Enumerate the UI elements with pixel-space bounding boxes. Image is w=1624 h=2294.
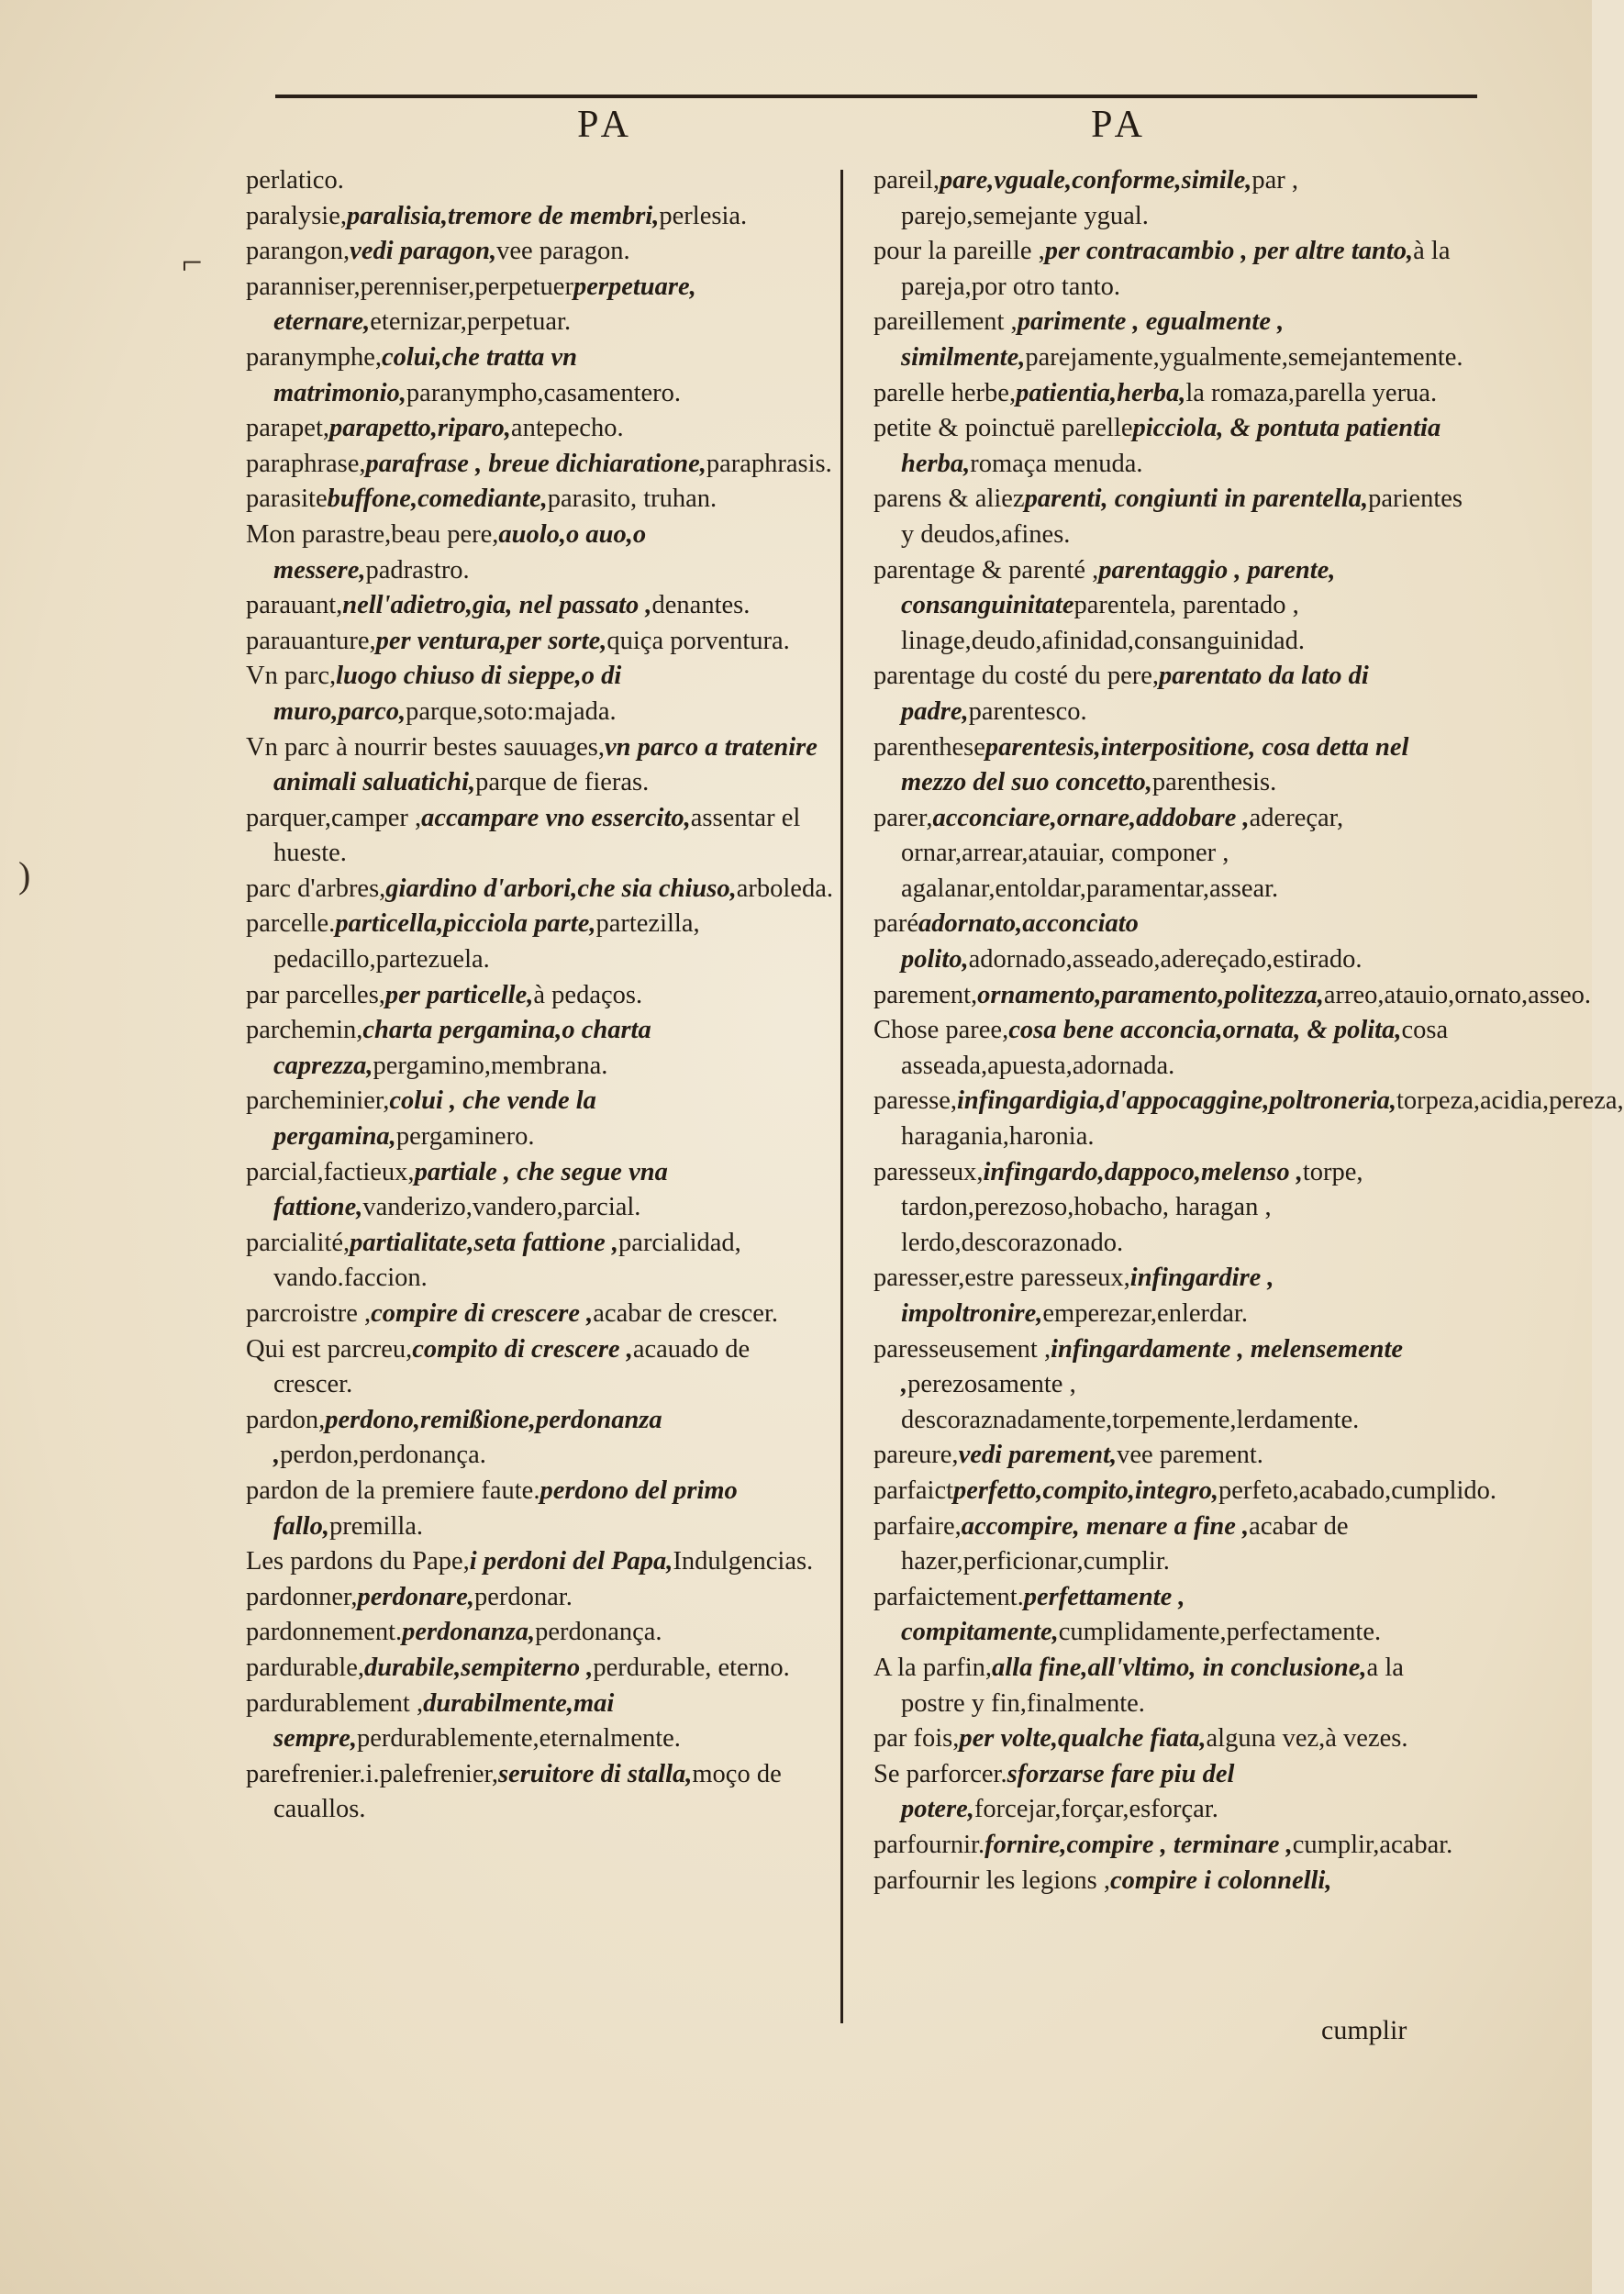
entry-french: parfournir. (873, 1830, 985, 1859)
dictionary-entry (873, 1651, 1470, 1721)
dictionary-entry (246, 1226, 833, 1297)
entry-italian: seruitore di stalla, (497, 1759, 693, 1788)
entry-spanish: parcialidad, vando.faccion. (273, 1228, 741, 1293)
entry-italian: parafrase , breue dichiaratione, (365, 449, 706, 478)
entry-spanish: romaça menuda. (970, 449, 1143, 478)
entry-spanish: paranympho,casamentero. (406, 378, 682, 407)
entry-french: parfaict (873, 1476, 954, 1505)
entry-french: Se parforcer. (873, 1759, 1007, 1788)
entry-italian: per ventura,per sorte, (375, 626, 607, 655)
entry-italian: infingardigia,d'appocaggine,poltroneria, (957, 1086, 1397, 1116)
entry-italian: paralisia,tremore de membri, (347, 201, 660, 230)
dictionary-entry (873, 163, 1470, 234)
entry-spanish: vanderizo,vandero,parcial. (362, 1193, 641, 1222)
dictionary-entry (246, 518, 833, 588)
dictionary-entry (246, 1403, 833, 1474)
dictionary-entry (246, 270, 833, 340)
entry-french: paresse, (873, 1086, 957, 1116)
entry-spanish: perfeto,acabado,cumplido. (1218, 1476, 1497, 1505)
entry-italian: parapetto,riparo, (328, 414, 511, 443)
dictionary-entry (873, 1474, 1497, 1509)
dictionary-entry (873, 1828, 1470, 1864)
entry-italian: particella,picciola parte, (335, 909, 596, 939)
entry-french: parauanture, (246, 626, 376, 655)
entry-french: paresseusement , (873, 1334, 1051, 1364)
entry-italian: fornire,compire , terminare , (984, 1830, 1293, 1859)
entry-french: parc d'arbres, (246, 874, 386, 903)
dictionary-entry (246, 624, 833, 660)
entry-french: A la parfin, (873, 1653, 993, 1682)
entry-spanish: acabar de hazer,perficionar,cumplir. (901, 1511, 1349, 1576)
entry-italian: colui , che vende la pergamina, (273, 1086, 596, 1152)
entry-french: pour la pareille , (873, 237, 1045, 266)
dictionary-entry (246, 447, 833, 483)
entry-spanish: perlesia. (659, 201, 748, 230)
dictionary-entry (873, 234, 1470, 305)
column-divider (840, 170, 843, 2023)
entry-italian: sforzarse fare piu del potere, (901, 1759, 1235, 1824)
entry-italian: perfetto,compito,integro, (953, 1476, 1218, 1505)
entry-italian: adornato,acconciato polito, (901, 909, 1139, 974)
dictionary-entry (246, 1580, 833, 1616)
entry-spanish: adornado,asseado,adereçado,estirado. (968, 945, 1363, 974)
entry-italian: compire di crescere , (371, 1299, 594, 1328)
dictionary-entry (246, 659, 833, 729)
entry-italian: perdono,remißione,perdonanza , (273, 1405, 662, 1470)
entry-italian: vn parco a tratenire animali saluatichi, (273, 732, 818, 797)
entry-spanish: parentesco. (968, 696, 1087, 726)
dictionary-entry (246, 1615, 833, 1651)
dictionary-entry (246, 730, 833, 801)
entry-french: pardurable, (246, 1653, 364, 1682)
entry-spanish: denantes. (651, 591, 751, 620)
entry-italian: cosa bene acconcia,ornata, & polita, (1008, 1016, 1402, 1045)
entry-italian: perdonanza, (402, 1618, 536, 1647)
entry-french: Les pardons du Pape, (246, 1547, 470, 1576)
entry-french: pareil, (873, 166, 940, 195)
entry-italian: perpetuare, eternare, (273, 272, 696, 337)
dictionary-entry (246, 1651, 833, 1687)
entry-spanish: perdurablemente,eternalmente. (357, 1724, 681, 1754)
entry-french: Mon parastre,beau pere, (246, 519, 499, 549)
dictionary-entry (873, 482, 1470, 552)
entry-french: Qui est parcreu, (246, 1334, 413, 1364)
entry-italian: alla fine,all'vltimo, in conclusione, (992, 1653, 1367, 1682)
entry-french: pardon de la premiere faute. (246, 1476, 540, 1505)
entry-spanish: perdon,perdonança. (280, 1441, 486, 1470)
entry-spanish: quiça porventura. (606, 626, 790, 655)
entry-spanish: torpeza,acidia,pereza, haragania,haronia. (901, 1086, 1624, 1152)
entry-french: paranniser,perenniser,perpetuer (246, 272, 573, 301)
entry-spanish: parenthesis. (1151, 768, 1277, 797)
dictionary-entry (873, 1757, 1470, 1828)
catchword: cumplir (1321, 2015, 1407, 2045)
entry-italian: infingardo,dappoco,melenso , (983, 1157, 1303, 1186)
entry-french: parcroistre , (246, 1299, 372, 1328)
dictionary-entry (246, 340, 833, 411)
entry-italian: parentato da lato di padre, (901, 662, 1369, 726)
dictionary-entry (873, 1332, 1470, 1439)
entry-spanish: emperezar,enlerdar. (1042, 1299, 1248, 1328)
entry-italian: luogo chiuso di sieppe,o di muro,parco, (273, 662, 622, 726)
dictionary-entry (873, 305, 1470, 375)
entry-spanish: la romaza,parella yerua. (1185, 378, 1438, 407)
entry-italian: parentaggio , parente, consanguinitate (901, 555, 1336, 620)
entry-spanish: arreo,atauio,ornato,asseo. (1323, 980, 1592, 1009)
entry-french: parer, (873, 803, 933, 832)
dictionary-entry (873, 553, 1470, 660)
entry-french: parenthese (873, 732, 985, 762)
entry-french: parcialité, (246, 1228, 350, 1257)
entry-french: pareure, (873, 1441, 959, 1470)
entry-spanish: vee parement. (1117, 1441, 1263, 1470)
entry-french: paresseux, (873, 1157, 984, 1186)
entry-spanish: antepecho. (510, 414, 624, 443)
entry-french: paraphrase, (246, 449, 366, 478)
entry-french: parauant, (246, 591, 343, 620)
entry-italian: auolo,o auo,o messere, (273, 519, 647, 585)
dictionary-entry (246, 1544, 833, 1580)
entry-spanish: paraphrasis. (706, 449, 832, 478)
top-rule (275, 95, 1477, 98)
dictionary-entry (246, 872, 833, 908)
entry-italian: acconciare,ornare,addobare , (932, 803, 1250, 832)
entry-italian: durabile,sempiterno , (363, 1653, 594, 1682)
entry-french: perlatico. (246, 166, 344, 195)
dictionary-entry (246, 978, 833, 1014)
entry-spanish: moço de cauallos. (273, 1759, 782, 1824)
entry-spanish: arboleda. (736, 874, 833, 903)
entry-italian: colui,che tratta vn matrimonio, (273, 342, 577, 407)
entry-spanish: parientes y deudos,afines. (901, 484, 1463, 549)
entry-spanish: pergaminero. (395, 1122, 535, 1152)
entry-french: parangon, (246, 237, 350, 266)
entry-spanish: parasito, truhan. (547, 484, 717, 514)
entry-italian: i perdoni del Papa, (469, 1547, 673, 1576)
entry-italian: infingardire , impoltronire, (901, 1264, 1274, 1328)
entry-french: parfaictement. (873, 1582, 1024, 1611)
entry-french: parentage & parenté , (873, 555, 1099, 585)
entry-french: paresser,estre paresseux, (873, 1264, 1130, 1293)
entry-french: parelle herbe, (873, 378, 1017, 407)
dictionary-entry (246, 482, 833, 518)
entry-italian: compire i colonnelli, (1110, 1865, 1332, 1895)
dictionary-entry (873, 907, 1470, 977)
entry-french: paré (873, 909, 919, 939)
entry-spanish: cosa asseada,apuesta,adornada. (901, 1016, 1449, 1080)
entry-spanish: à pedaços. (533, 980, 643, 1009)
dictionary-entry (873, 1580, 1470, 1651)
entry-spanish: alguna vez,à vezes. (1206, 1724, 1408, 1754)
entry-spanish: perdonar. (473, 1582, 573, 1611)
dictionary-entry (246, 1084, 833, 1154)
entry-italian: ornamento,paramento,politezza, (977, 980, 1324, 1009)
entry-italian: parentesis,interpositione, cosa detta nel mezzo del suo concetto, (901, 732, 1409, 797)
entry-french: par parcelles, (246, 980, 385, 1009)
entry-french: par fois, (873, 1724, 960, 1754)
entry-spanish: cumplidamente,perfectamente. (1058, 1618, 1382, 1647)
entry-italian: vedi paragon, (350, 237, 497, 266)
dictionary-entry (873, 978, 1592, 1014)
entry-french: pareillement , (873, 307, 1018, 337)
dictionary-entry (873, 1864, 1470, 1899)
entry-french: petite & poinctuë parelle (873, 414, 1133, 443)
entry-french: parfaire, (873, 1511, 962, 1541)
dictionary-entry (873, 1155, 1470, 1262)
dictionary-entry (873, 659, 1470, 729)
entry-french: pardon, (246, 1405, 326, 1434)
entry-italian: durabilmente,mai sempre, (273, 1688, 615, 1754)
entry-french: parcheminier, (246, 1086, 390, 1116)
entry-spanish: partezilla, pedacillo,partezuela. (273, 909, 700, 974)
entry-spanish: eternizar,perpetuar. (370, 307, 572, 337)
entry-french: paralysie, (246, 201, 347, 230)
left-column (246, 163, 833, 1828)
dictionary-entry (873, 1721, 1470, 1757)
entry-italian: parimente , egualmente , similmente, (901, 307, 1285, 372)
dictionary-entry (246, 588, 833, 624)
entry-spanish: adereçar, ornar,arrear,atauiar, componer , agalanar,entoldar,paramentar,assear. (901, 803, 1344, 903)
dictionary-entry (246, 1013, 833, 1084)
entry-italian: patientia,herba, (1016, 378, 1186, 407)
dictionary-entry (873, 1013, 1470, 1084)
dictionary-entry (246, 411, 833, 447)
entry-spanish: à la pareja,por otro tanto. (901, 237, 1451, 301)
entry-spanish: parque,soto:majada. (406, 696, 617, 726)
entry-spanish: Indulgencias. (673, 1547, 814, 1576)
entry-spanish: perezosamente , descoraznadamente,torpemente,lerdamente. (901, 1370, 1360, 1434)
entry-italian: partialitate,seta fattione , (350, 1228, 619, 1257)
entry-spanish: acabar de crescer. (593, 1299, 778, 1328)
dictionary-entry (246, 1687, 833, 1757)
entry-french: parchemin, (246, 1016, 363, 1045)
dictionary-entry (873, 1509, 1470, 1580)
entry-italian: infingardamente , melensemente , (901, 1334, 1404, 1399)
entry-spanish: cumplir,acabar. (1292, 1830, 1453, 1859)
entry-french: parement, (873, 980, 978, 1009)
entry-spanish: padrastro. (365, 555, 470, 585)
entry-french: parcelle. (246, 909, 336, 939)
entry-spanish: acauado de crescer. (273, 1334, 751, 1399)
entry-spanish: torpe, tardon,perezoso,hobacho, haragan , lerdo,descorazonado. (901, 1157, 1363, 1257)
dictionary-entry (873, 801, 1470, 908)
entry-french: paranymphe, (246, 342, 382, 372)
entry-french: Vn parc à nourrir bestes sauuages, (246, 732, 605, 762)
entry-french: parfournir les legions , (873, 1865, 1111, 1895)
entry-italian: parenti, congiunti in parentella, (1024, 484, 1369, 514)
dictionary-entry (873, 376, 1470, 412)
margin-mark: ⌐ (182, 241, 203, 283)
dictionary-entry (873, 730, 1470, 801)
entry-spanish: parque de fieras. (475, 768, 650, 797)
entry-spanish: perdurable, eterno. (593, 1653, 790, 1682)
margin-mark: ) (18, 854, 31, 896)
entry-spanish: forcejar,forçar,esforçar. (973, 1795, 1218, 1824)
entry-spanish: parentela, parentado , linage,deudo,afinidad,consanguinidad. (901, 591, 1306, 655)
dictionary-entry (873, 1438, 1470, 1474)
entry-italian: partiale , che segue vna fattione, (273, 1157, 668, 1222)
entry-spanish: a la postre y fin,finalmente. (901, 1653, 1404, 1718)
entry-french: pardonnement. (246, 1618, 403, 1647)
entry-french: Chose paree, (873, 1016, 1009, 1045)
entry-italian: perdono del primo fallo, (273, 1476, 738, 1541)
entry-italian: picciola, & pontuta patientia herba, (901, 414, 1441, 478)
entry-italian: pare,vguale,conforme,simile, (940, 166, 1252, 195)
dictionary-entry (246, 801, 833, 872)
entry-spanish: pergamino,membrana. (373, 1051, 608, 1080)
dictionary-entry (246, 199, 833, 235)
entry-spanish: parejamente,ygualmente,semejantemente. (1025, 342, 1463, 372)
entry-italian: perdonare, (357, 1582, 474, 1611)
dictionary-entry (873, 411, 1470, 482)
entry-spanish: vee paragon. (496, 237, 630, 266)
entry-french: parcial,factieux, (246, 1157, 415, 1186)
dictionary-entry (246, 1757, 833, 1828)
entry-french: parens & aliez (873, 484, 1025, 514)
right-column (873, 163, 1624, 1899)
entry-italian: compito di crescere , (412, 1334, 633, 1364)
entry-spanish: perdonança. (535, 1618, 662, 1647)
entry-italian: per contracambio , per altre tanto, (1044, 237, 1414, 266)
entry-italian: vedi parement, (958, 1441, 1118, 1470)
entry-french: parasite (246, 484, 328, 514)
entry-french: pardurablement , (246, 1688, 424, 1718)
entry-spanish: assentar el hueste. (273, 803, 801, 868)
entry-french: parentage du costé du pere, (873, 662, 1159, 691)
dictionary-entry (246, 907, 833, 977)
dictionary-entry (246, 1474, 833, 1544)
entry-italian: per volte,qualche fiata, (959, 1724, 1207, 1754)
entry-italian: nell'adietro,gia, nel passato , (342, 591, 652, 620)
entry-spanish: par , parejo,semejante ygual. (901, 166, 1299, 230)
entry-italian: charta pergamina,o charta caprezza, (273, 1016, 651, 1080)
dictionary-entry (246, 1332, 833, 1403)
entry-french: parefrenier.i.palefrenier, (246, 1759, 498, 1788)
entry-italian: buffone,comediante, (327, 484, 548, 514)
entry-italian: giardino d'arbori,che sia chiuso, (385, 874, 737, 903)
dictionary-entry (873, 1261, 1470, 1331)
dictionary-entry (246, 234, 833, 270)
entry-french: Vn parc, (246, 662, 337, 691)
entry-italian: accampare vno essercito, (421, 803, 691, 832)
entry-italian: accompire, menare a fine , (961, 1511, 1250, 1541)
running-head-right: PA (1091, 104, 1148, 146)
dictionary-entry (246, 1155, 833, 1226)
entry-french: parquer,camper , (246, 803, 422, 832)
dictionary-entry (873, 1084, 1624, 1154)
entry-french: pardonner, (246, 1582, 358, 1611)
entry-spanish: premilla. (328, 1511, 424, 1541)
dictionary-entry (246, 163, 833, 199)
running-head-left: PA (577, 104, 634, 146)
entry-italian: perfettamente , compitamente, (901, 1582, 1185, 1647)
dictionary-entry (246, 1297, 833, 1332)
entry-italian: per particelle, (384, 980, 534, 1009)
entry-french: parapet, (246, 414, 329, 443)
